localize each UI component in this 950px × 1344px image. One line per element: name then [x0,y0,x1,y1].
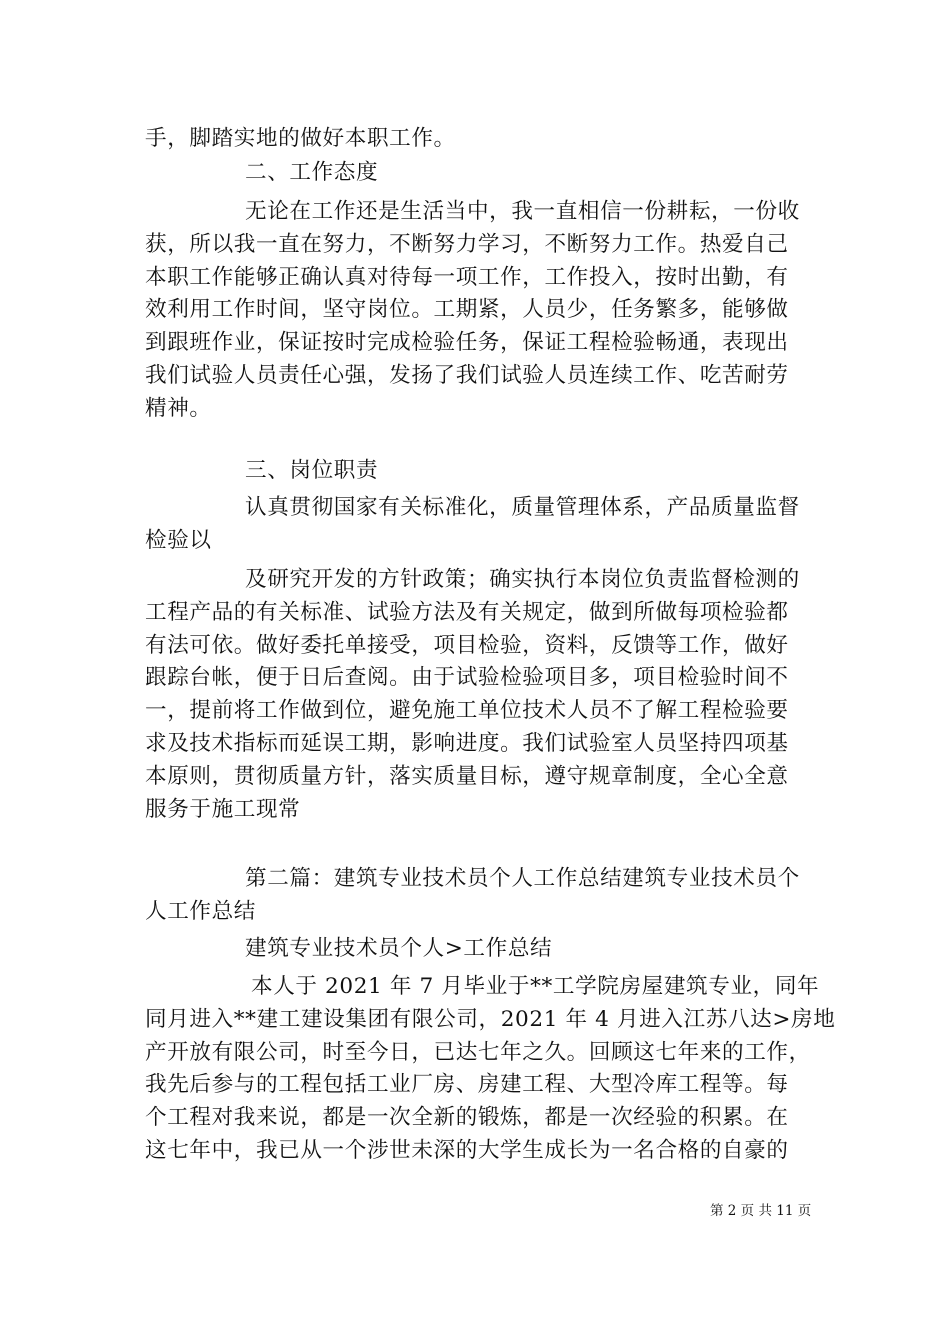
text-line: 本职工作能够正确认真对待每一项工作，工作投入，按时出勤，有 [145,264,789,290]
text-line: 第二篇：建筑专业技术员个人工作总结建筑专业技术员个 [245,866,800,891]
text-line: 建筑专业技术员个人>工作总结 [245,936,553,961]
text-line: 求及技术指标而延误工期，影响进度。我们试验室人员坚持四项基 [145,730,789,756]
text-line: 及研究开发的方针政策；确实执行本岗位负责监督检测的 [245,567,800,592]
paragraph-job-duties [145,492,805,558]
text-line: 认真贯彻国家有关标准化，质量管理体系，产品质量监督 [245,495,800,520]
text-line: 跟踪台帐，便于日后查阅。由于试验检验项目多，项目检验时间不 [145,665,789,691]
text-line: 一，提前将工作做到位，避免施工单位技术人员不了解工程检验要 [145,698,789,724]
text-line: 本原则，贯彻质量方针，落实质量目标，遵守规章制度，全心全意 [145,763,789,789]
text-line: 我们试验人员责任心强，发扬了我们试验人员连续工作、吃苦耐劳 [145,362,789,388]
text-line: 检验以 [145,527,212,553]
section-title-part-two [145,863,805,929]
text-line: 这七年中，我已从一个涉世未深的大学生成长为一名合格的自豪的 [145,1137,789,1163]
text-line: 到跟班作业，保证按时完成检验任务，保证工程检验畅通，表现出 [145,330,789,356]
text-line: 产开放有限公司，时至今日，已达七年之久。回顾这七年来的工作， [145,1039,811,1065]
heading-job-duties [145,455,805,488]
text-line: 同月进入**建工建设集团有限公司，2021 年 4 月进入江苏八达>房地 [145,1006,836,1032]
text-line: 人工作总结 [145,898,256,924]
text-line: 无论在工作还是生活当中，我一直相信一份耕耘，一份收 [245,199,800,224]
text-line: 本人于 2021 年 7 月毕业于**工学院房屋建筑专业，同年 [251,974,820,999]
text-line: 二、工作态度 [245,160,379,185]
text-line: 手，脚踏实地的做好本职工作。 [145,126,456,151]
text-line: 工程产品的有关标准、试验方法及有关规定，做到所做每项检验都 [145,599,789,625]
heading-work-attitude [145,157,805,190]
page-number-footer: 第 2 页 共 11 页 [710,1203,812,1219]
paragraph-personal-history [145,971,836,1168]
paragraph-job-duties-cont [145,564,805,826]
text-line: 精神。 [145,395,212,421]
text-line: 服务于施工现常 [145,796,301,822]
paragraph-continuation [145,123,805,156]
text-line: 效利用工作时间，坚守岗位。工期紧，人员少，任务繁多，能够做 [145,297,789,323]
subtitle-work-summary [145,933,805,966]
text-line: 我先后参与的工程包括工业厂房、房建工程、大型冷库工程等。每 [145,1072,789,1098]
text-line: 有法可依。做好委托单接受，项目检验，资料，反馈等工作，做好 [145,632,789,658]
text-line: 三、岗位职责 [245,458,379,483]
text-line: 获，所以我一直在努力，不断努力学习，不断努力工作。热爱自己 [145,231,789,257]
paragraph-work-attitude [145,196,805,426]
text-line: 个工程对我来说，都是一次全新的锻炼，都是一次经验的积累。在 [145,1105,789,1131]
